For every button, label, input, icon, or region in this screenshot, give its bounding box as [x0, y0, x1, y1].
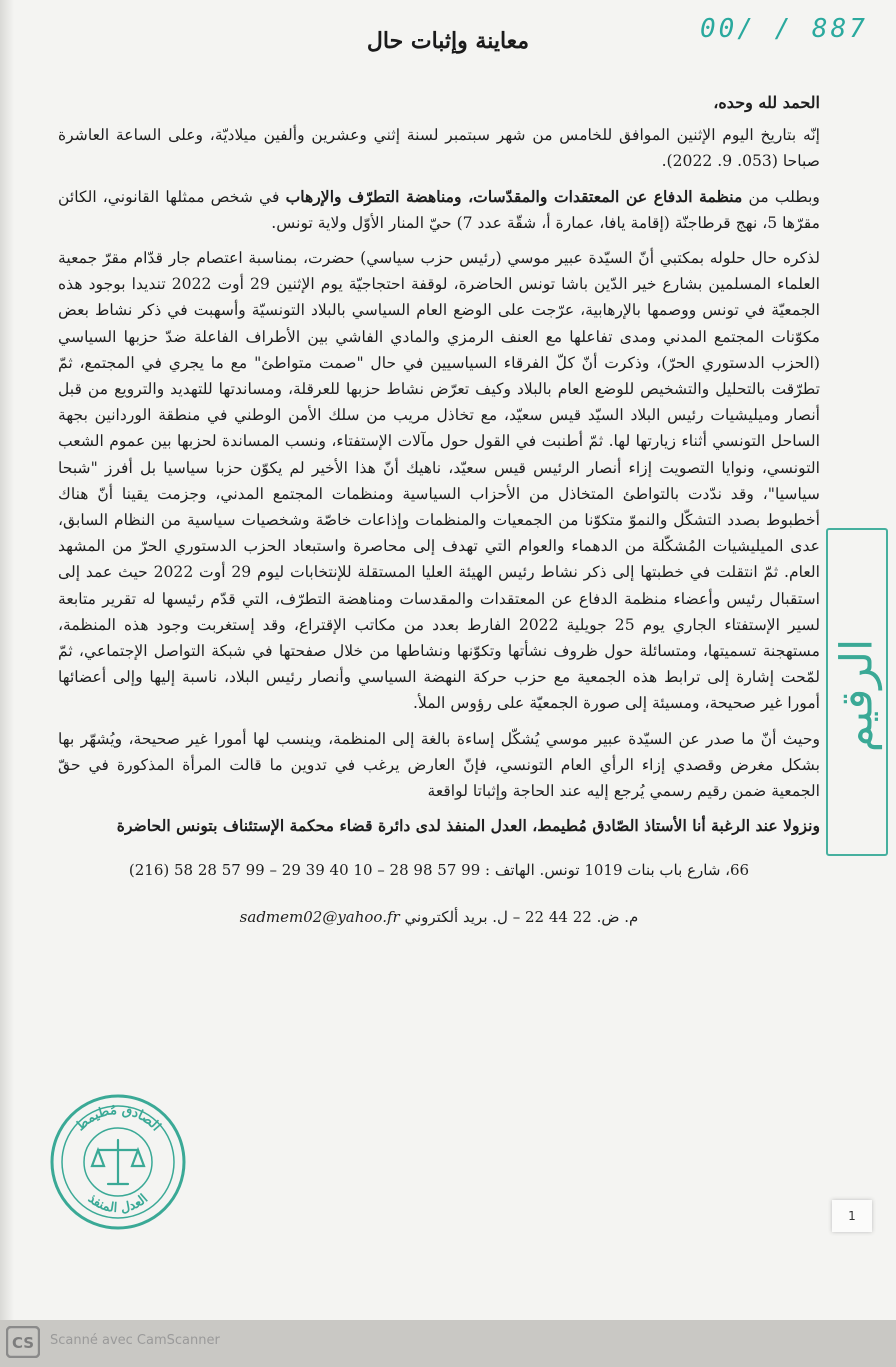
- page-edge-shadow: [0, 0, 14, 1320]
- camscanner-logo-icon: [6, 1326, 40, 1358]
- paragraph-requester: [58, 184, 820, 236]
- seal-name-text: الصادق مُطيمط: [73, 1102, 164, 1135]
- requester-details: في شخص ممثلها القانوني، الكائن مقرّها 5، نهج قرطاجنّة (إقامة يافا، عمارة أ، شقّة عدد 7) حيّ المنار الأوّل ولاية تونس.: [58, 187, 820, 232]
- postal-box: م. ض. 22 44 22 – ل. بريد ألكتروني: [404, 907, 639, 926]
- requester-intro: وبطلب من: [748, 187, 820, 206]
- paragraph-request: وحيث أنّ ما صدر عن السيّدة عبير موسي يُشكّل إساءة بالغة إلى المنظمة، وينسب لها أمورا غير صحيحة، ويُشهّر بها بشكل مغرض وقصدي إزاء الرأي العام التونسي، فإنّ العارض يرغب في تدوين ما قالت المرأة المذكورة في حقّ الجمعية ضمن رقيم رسمي يُرجع إليه عند الحاجة وإثباتا لواقعة: [58, 729, 820, 801]
- document-number: 00/ / 887: [700, 14, 868, 44]
- organization-name: منظمة الدفاع عن المعتقدات والمقدّسات، ومناهضة التطرّف والإرهاب: [285, 186, 743, 206]
- paragraph-statement: لذكره حال حلوله بمكتبي أنّ السيّدة عبير موسي (رئيس حزب سياسي) حضرت، بمناسبة اعتصام جار قدّام مقرّ جمعية العلماء المسلمين بشارع خير الدّين باشا تونس الحاضرة، لوقفة احتجاجيّة يوم الإثنين 29 أوت 2022 تنديدا بوجود هذه الجمعيّة في تونس ووصمها بالإرهابية، عرّجت على الوضع العام السياسي بالبلاد التونسيّة وأسهبت في ذكر نشاط بعض مكوّنات المجتمع المدني ومدى تفاعلها مع العنف الرمزي والمادي الفاشي بين الأطراف الفاعلة ضدّ حزبها السياسي (الحزب الدستوري الحرّ)، وذكرت أنّ كلّ الفرقاء السياسيين في حال "صمت متواطئ" مع ما يجري في المجتمع، ثمّ تطرّقت بالتحليل والتشخيص للوضع العام بالبلاد وكيف تعرّض نشاط حزبها للعرقلة، ومساندتها للتهديد والترويع من قبل أنصار وميليشيات رئيس البلاد السيّد قيس سعيّد، مع تخاذل مريب من سلك الأمن الوطني في منطقة الوردانين بجهة الساحل التونسي أثناء زيارتها لها. ثمّ أطنبت في القول حول مآلات الإستفتاء، ونسب المساندة لحزبها بين عموم الشعب التونسي، ونوايا التصويت إزاء أنصار الرئيس قيس سعيّد، ناهيك أنّ هذا الأخير لم يكوّن حزبا سياسيا بل أفرز "شبحا سياسيا"، وقد ندّدت بالتواطئ المتخاذل من الأحزاب السياسية ومنظمات المجتمع المدني، وجزمت يقينا أنّ هناك أخطبوط بصدد التشكّل والنموّ متكوّنا من الجمعيات والمنظمات وإذاعات خاصّة وشخصيات سياسية من النظام السابق، عدى الميليشيات المُشكّلة من الدهماء والعوام التي تهدف إلى محاصرة واستبعاد الحزب الدستوري الحرّ من المشهد العام. ثمّ انتقلت في خطبتها إلى ذكر نشاط رئيس الهيئة العليا المستقلة للإنتخابات ليوم 29 أوت 2022 حيث عمد إلى استقبال رئيس وأعضاء منظمة الدفاع عن المعتقدات والمقدسات ومناهضة التطرّف، التي قدّم رئيسها له تقرير متابعة لسير الإستفتاء الجاري يوم 25 جويلية 2022 الفارط بعدد من مكاتب الإقتراع، وقد إستغربت وجود هذه المنظمة، مستهجنة تسميتها، ومتسائلة حول ظروف نشأتها وتكوّنها ونشاطها من خلال صفحتها في شبكة التواصل الإجتماعي، ثمّ لمّحت إشارة إلى ترابط هذه الجمعية مع حزب حركة النهضة السياسي وأنصار رئيس البلاد، ناسبة إليها وإلى أعضائها أمورا غير صحيحة، ومسيئة إلى صورة الجمعيّة على رؤوس الملأ.: [58, 249, 820, 713]
- paragraph-bailiff: ونزولا عند الرغبة أنا الأستاذ الصّادق مُطيمط، العدل المنفذ لدى دائرة قضاء محكمة الإستئناف بتونس الحاضرة: [116, 816, 820, 836]
- bailiff-seal: [48, 1092, 188, 1232]
- document-title: معاينة وإثبات حال: [366, 28, 530, 54]
- scanner-watermark-text: Scanné avec CamScanner: [50, 1333, 220, 1348]
- contact-address: 66، شارع باب بنات 1019 تونس. الهاتف : 99 57 98 28 – 10 40 39 29 – 99 57 28 58 (216): [128, 861, 750, 880]
- seal-title-text: العدل المنفذ: [84, 1191, 152, 1217]
- scanner-footer: [0, 1320, 896, 1367]
- side-stamp-text: الرقيم: [831, 638, 883, 753]
- email-address: sadmem02@yahoo.fr: [239, 907, 400, 926]
- paragraph-date: إنّه بتاريخ اليوم الإثنين الموافق للخامس من شهر سبتمبر لسنة إثني وعشرين وألفين ميلاديّة، وعلى الساعة العاشرة صباحا (053. 9. 2022).: [58, 126, 820, 171]
- svg-text:CS: CS: [11, 1334, 35, 1352]
- scales-of-justice-icon: [92, 1140, 144, 1184]
- page-number: 1: [832, 1200, 872, 1232]
- contact-postal-email: [58, 904, 820, 930]
- opening-line: الحمد لله وحده،: [713, 93, 820, 112]
- document-body: [58, 90, 820, 950]
- side-registration-stamp: [826, 528, 888, 856]
